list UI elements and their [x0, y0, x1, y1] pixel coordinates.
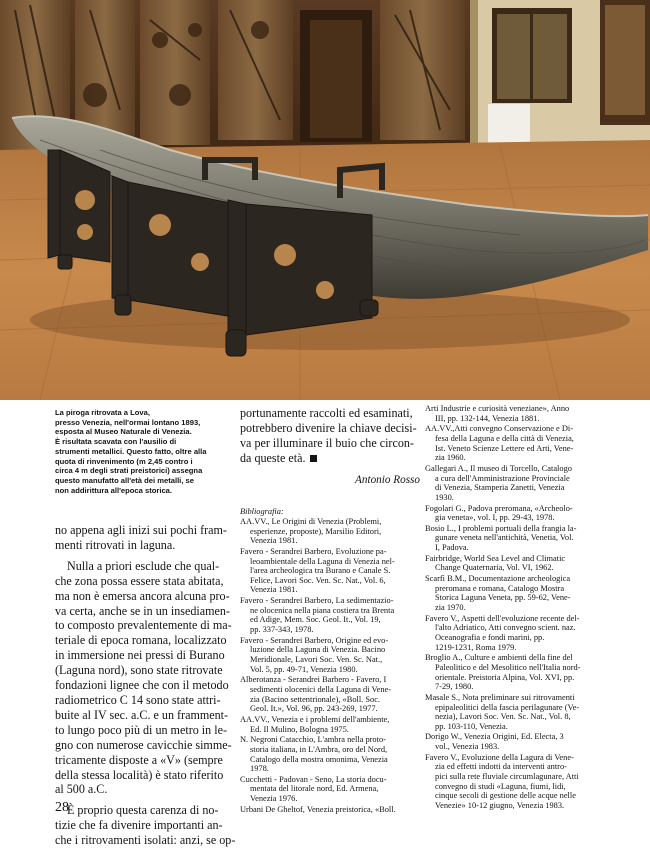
bibliography-line: Urbani De Gheltof, Venezia preistorica, «Boll. — [240, 804, 396, 814]
bibliography-line: Arti Industrie e curiosità veneziane», Anno — [425, 404, 570, 413]
end-mark-icon — [310, 455, 317, 462]
bibliography-line: orientale. Preistoria Alpina, Vol. XVI, pp. — [435, 672, 575, 682]
bibliography-line: Favero V., Aspetti dell'evoluzione recente del- — [425, 613, 580, 623]
text-line — [240, 451, 420, 466]
text-line: al 500 a.C. — [55, 782, 108, 797]
photo-caption — [55, 408, 237, 495]
text-line: to lungo poco più di un metro in le- — [55, 722, 227, 737]
bibliography-line: Venezia 1976. — [250, 794, 298, 804]
caption-line: circa 4 m degli strati preistorici) assegna — [55, 466, 203, 476]
bibliography-line: Favero V., Evoluzione della Lagura di Vene- — [425, 752, 574, 762]
bibliography-line: Paleolitico e del Mesolitico nell'Italia nord- — [435, 662, 581, 672]
text-line: buite al IV sec. a.C. e un framment- — [55, 707, 229, 722]
bibliography-list — [425, 404, 625, 810]
bibliography-line: esperienze, proposte), Marsilio Editori, — [250, 526, 382, 536]
text-line: no appena agli inizi sui pochi fram- — [55, 523, 227, 537]
caption-line: La piroga ritrovata a Lova, — [55, 408, 150, 417]
bibliography-line: AA.VV., Venezia e i problemi dell'ambiente, — [240, 714, 390, 724]
paragraph — [55, 559, 233, 798]
bibliography-line: Venezia 1981. — [250, 585, 298, 595]
bibliography-line: a cura dell'Amministrazione Provinciale — [435, 473, 570, 483]
bibliography-line: zia ed effetti indotti da interventi antro- — [435, 762, 567, 772]
text-line: tizie che fa divenire importanti an- — [55, 818, 223, 833]
bibliography-line: AA.VV., Le Origini di Venezia (Problemi, — [240, 517, 382, 527]
bibliography-entry — [425, 732, 625, 751]
bibliography-entry — [240, 596, 420, 634]
text-line: potrebbero divenire la chiave decisi- — [240, 420, 417, 435]
text-line: menti ritrovati in laguna. — [55, 537, 176, 552]
text-line: che zona possa essere stata abitata, — [55, 573, 224, 588]
bibliography-entry — [425, 574, 625, 612]
text-fragment: da queste età. — [240, 450, 306, 465]
text-line: (Laguna nord), sono state ritrovate — [55, 663, 223, 678]
bibliography-column-right — [425, 404, 625, 812]
caption-line: È risultata scavata con l'ausilio di — [55, 437, 177, 447]
bibliography-line: Felice, Lavori Soc. Ven. Sc. Nat., Vol. 6, — [250, 575, 386, 585]
bibliography-entry — [240, 775, 420, 804]
bibliography-entry — [425, 404, 625, 423]
bibliography-line: cinque secoli di gestione delle acque nelle — [435, 791, 576, 801]
bibliography-line: pp. 103-110, Venezia. — [435, 721, 508, 731]
bibliography-line: Cucchetti - Padovan - Seno, La storia docu- — [240, 774, 387, 784]
bibliography-line: Venezie» 10-12 giugno, Venezia 1983. — [435, 800, 565, 810]
bibliography-line: Alberotanza - Serandrei Barbero - Favero, I — [240, 675, 387, 685]
bibliography-line: fesa della Laguna e della città di Venezia, — [435, 433, 574, 443]
bibliography-entry — [240, 547, 420, 595]
caption-line: non addirittura all'epoca storica. — [55, 485, 173, 495]
bibliography-line: preromana e romana, Catalogo Mostra — [435, 583, 565, 593]
bibliography-line: Scarfì B.M., Documentazione archeologica — [425, 574, 571, 584]
paragraph — [240, 406, 420, 466]
bibliography-line: Favero - Serandrei Barbero, Origine ed evo- — [240, 635, 389, 645]
bibliography-entry — [240, 715, 420, 734]
bibliography-line: Gallegari A., Il museo di Torcello, Catalogo — [425, 463, 572, 473]
bibliography-line: Storica Laguna Veneta, pp. 59-62, Vene- — [435, 593, 571, 603]
bibliography-line: epipaleolitici della fascia perilagunare (Ve- — [435, 702, 580, 712]
bibliography-line: Masale S., Nota preliminare sui ritrovamenti — [425, 692, 575, 702]
bibliography-line: Oceanografia e fondi marini, pp. — [435, 632, 545, 642]
bibliography-line: ed Adige, Mem. Soc. Geol. It., Vol. 19, — [250, 615, 381, 625]
bibliography-line: Geol. It.», Vol. 96, pp. 243-269, 1977. — [250, 704, 378, 714]
text-line: fondazioni lignee che con il metodo — [55, 678, 229, 693]
bibliography-entry — [425, 653, 625, 691]
bibliography-line: ne olocenica nella piana costiera tra Brenta — [250, 605, 395, 615]
bibliography-line: pici sulla rete fluviale circumlagunare, Atti — [435, 772, 579, 782]
bibliography-line: Vol. 5, pp. 49-71, Venezia 1980. — [250, 664, 358, 674]
museum-piroga-photo — [0, 0, 650, 400]
bibliography-line: Bosio L., I problemi portuali della frangia la- — [425, 523, 577, 533]
bibliography-entry — [240, 636, 420, 674]
text-line: tricamente disposte a «V» (sempre — [55, 752, 223, 767]
caption-line: presso Venezia, nell'ormai lontano 1893, — [55, 417, 201, 427]
text-line: in immersione nei pressi di Burano — [55, 648, 225, 663]
bibliography-line: Venezia 1981. — [250, 536, 298, 546]
bibliography-entry — [425, 524, 625, 553]
bibliography-entry — [240, 517, 420, 546]
bibliography-line: storia italiana, in L'Ambra, oro del Nord, — [250, 744, 388, 754]
bibliography-line: Dorigo W., Venezia Origini, Ed. Electa, 3 — [425, 732, 564, 742]
bibliography-line: sedimenti olocenici della Laguna di Vene- — [250, 684, 392, 694]
bibliography-line: Fogolari G., Padova preromana, «Archeolo- — [425, 503, 573, 513]
bibliography-line: Catalogo della mostra omonima, Venezia — [250, 754, 388, 764]
text-line: ma non è emersa ancora alcuna pro- — [55, 588, 230, 603]
bibliography-entry — [425, 464, 625, 502]
bibliography-line: vol., Venezia 1983. — [435, 742, 500, 752]
bibliography-line: zia 1960. — [435, 453, 466, 463]
bibliography-line: 7-29, 1980. — [435, 682, 474, 692]
bibliography-line: nezia), Lavori Soc. Ven. Sc. Nat., Vol. 8, — [435, 712, 571, 722]
bibliography-line: leoambientale della Laguna di Venezia nel- — [250, 556, 395, 566]
bibliography-line: Favero - Serandrei Barbero, Evoluzione pa- — [240, 547, 387, 557]
bibliography-heading: Bibliografia: — [240, 506, 284, 516]
caption-line: esposta al Museo Naturale di Venezia. — [55, 427, 192, 437]
caption-line: questo manufatto all'età dei metalli, se — [55, 475, 194, 485]
photo-illustration — [0, 0, 650, 400]
bibliography-line: III, pp. 132-144, Venezia 1881. — [435, 413, 540, 423]
bibliography-line: I, Padova. — [435, 543, 469, 553]
text-line: portunamente raccolti ed esaminati, — [240, 406, 413, 420]
text-line: to composto prevalentemente di ma- — [55, 618, 232, 633]
text-line: va certa, anche se in un insediamen- — [55, 603, 230, 618]
bibliography-entry — [425, 614, 625, 652]
bibliography-line: Broglio A., Culture e ambienti della fine del — [425, 653, 573, 663]
bibliography-line: pp. 337-343, 1978. — [250, 625, 314, 635]
text-line: Nulla a priori esclude che qual- — [67, 558, 220, 573]
text-line: va per illuminare il buio che circon- — [240, 435, 414, 450]
caption-line: quota di rinvenimento (m 2,45 contro i — [55, 456, 193, 466]
bibliography-entry — [425, 753, 625, 811]
bibliography-line: N. Negroni Catacchio, L'ambra nella proto- — [240, 735, 386, 745]
bibliography-line: convegno di studi «Laguna, fiumi, lidi, — [435, 781, 566, 791]
paragraph — [55, 523, 233, 553]
bibliography-line: 1930. — [435, 492, 454, 502]
text-line: che i ritrovamenti isolati: anzi, se op- — [55, 833, 236, 848]
article-column-middle — [240, 406, 420, 816]
bibliography-entry — [425, 693, 625, 731]
bibliography-line: zia 1970. — [435, 603, 466, 612]
bibliography-line: 1219-1231, Roma 1979. — [435, 642, 517, 652]
bibliography — [240, 507, 420, 815]
bibliography-line: mentata del litorale nord, Ed. Armena, — [250, 784, 379, 794]
bibliography-line: Change Quaternaria, Vol. VI, 1962. — [435, 563, 554, 573]
paragraph — [55, 803, 236, 848]
bibliography-entry — [240, 805, 420, 815]
caption-line: strumenti metallici. Questo fatto, oltre alla — [55, 446, 207, 456]
bibliography-entry — [240, 675, 420, 713]
bibliography-line: Favero - Serandrei Barbero, La sedimentazio- — [240, 596, 394, 606]
bibliography-line: gunare veneta nell'antichità, Venetia, Vol. — [435, 533, 574, 543]
bibliography-line: AA.VV.,Atti convegno Conservazione e Di- — [425, 424, 574, 434]
bibliography-entry — [425, 504, 625, 523]
bibliography-line: zia (Bacino settentrionale), «Boll. Soc. — [250, 694, 381, 704]
bibliography-line: Ed. Il Mulino, Bologna 1975. — [250, 724, 349, 734]
bibliography-line: gia veneta», vol. I, pp. 29-43, 1978. — [435, 513, 555, 523]
article-column-left — [55, 523, 236, 848]
bibliography-list — [240, 517, 420, 814]
author-signature: Antonio Rosso — [355, 473, 420, 486]
page-number: 28 — [55, 800, 69, 815]
text-line: teriale di epoca romana, localizzato — [55, 633, 227, 648]
bibliography-line: Meridionale, Lavori Soc. Ven. Sc. Nat., — [250, 655, 383, 664]
text-line: radiometrico C 14 sono state attri- — [55, 692, 221, 707]
bibliography-line: Fairbridge, World Sea Level and Climatic — [425, 553, 566, 563]
bibliography-line: l'alto Adriatico, Atti convegno scient. naz. — [435, 623, 576, 633]
bibliography-entry — [240, 735, 420, 773]
bibliography-line: luzione della Laguna di Venezia. Bacino — [250, 645, 386, 655]
text-line: È proprio questa carenza di no- — [67, 803, 219, 818]
text-line: gno con numerose cavicchie simme- — [55, 737, 232, 752]
bibliography-line: Ist. Veneto Scienze Lettere ed Arti, Vene- — [435, 443, 574, 453]
bibliography-line: di Venezia, Stamperia Zanetti, Venezia — [435, 483, 565, 493]
bibliography-line: l'area archeologica tra Burano e Canale S. — [250, 566, 391, 576]
text-line: della stessa località) è stato riferito — [55, 767, 224, 782]
bibliography-entry — [425, 424, 625, 462]
bibliography-entry — [425, 554, 625, 573]
bibliography-line: 1978. — [250, 764, 269, 774]
